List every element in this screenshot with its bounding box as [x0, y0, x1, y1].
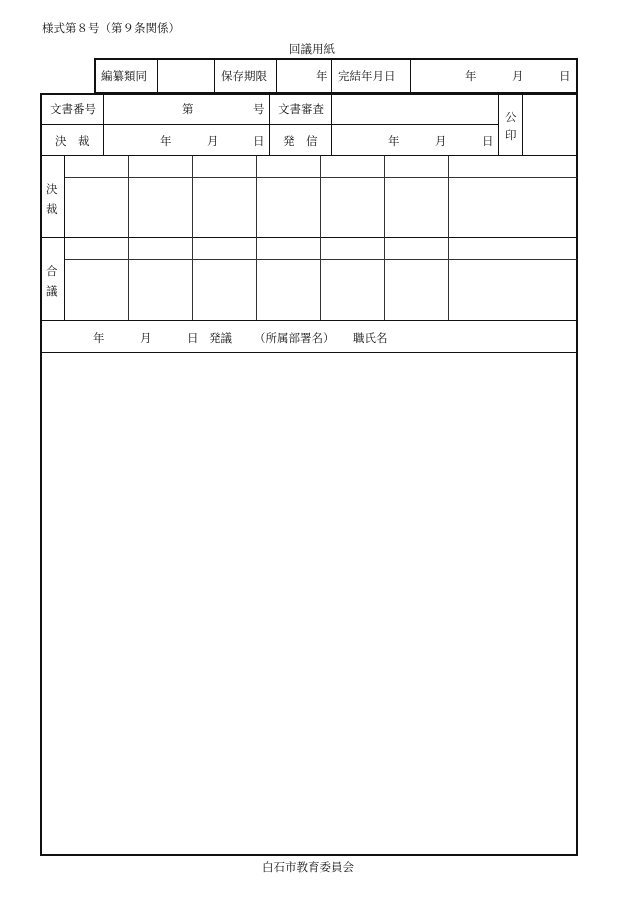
proposal-year-label: 年: [93, 331, 105, 345]
classification-field[interactable]: [159, 60, 213, 92]
completion-month-label: 月: [512, 69, 524, 83]
content-area[interactable]: [42, 354, 576, 854]
completion-day-label: 日: [559, 69, 571, 83]
footer-organization: 白石市教育委員会: [262, 860, 354, 874]
divider: [157, 59, 158, 93]
approval-day-label: 日: [253, 134, 265, 148]
approval-seal-cell[interactable]: [385, 178, 448, 236]
consultation-seal-cell[interactable]: [65, 260, 128, 319]
dispatch-label: 発 信: [283, 134, 318, 148]
proposal-field[interactable]: [42, 322, 576, 351]
approval-grid-char-2: 裁: [46, 202, 58, 216]
completion-date-field[interactable]: [412, 60, 576, 92]
consultation-seal-cell[interactable]: [193, 260, 256, 319]
review-field[interactable]: [333, 95, 497, 123]
seal-label-2: 印: [505, 128, 517, 142]
retention-label: 保存期限: [221, 69, 267, 83]
approval-seal-cell[interactable]: [449, 178, 576, 236]
consultation-grid-char-2: 議: [46, 284, 58, 298]
consultation-seal-cell[interactable]: [321, 260, 384, 319]
divider: [269, 94, 270, 156]
form-number: 様式第８号（第９条関係）: [42, 21, 180, 35]
divider: [331, 59, 332, 93]
consultation-grid-char-1: 合: [46, 264, 58, 278]
consultation-seal-cell[interactable]: [385, 260, 448, 319]
approval-year-label: 年: [160, 134, 172, 148]
divider: [41, 352, 577, 353]
approval-date-field[interactable]: [105, 126, 268, 154]
approval-label: 決 裁: [55, 134, 90, 148]
approval-seal-cell[interactable]: [257, 178, 320, 236]
classification-label: 編纂類同: [101, 69, 147, 83]
divider: [410, 59, 411, 93]
retention-field[interactable]: [278, 60, 330, 92]
approval-seal-cell[interactable]: [321, 178, 384, 236]
proposal-label: 発議: [209, 331, 232, 345]
approval-seal-cell[interactable]: [65, 178, 128, 236]
dispatch-year-label: 年: [388, 134, 400, 148]
document-number-prefix: 第: [182, 102, 194, 116]
divider: [103, 94, 104, 156]
completion-label: 完結年月日: [338, 69, 396, 83]
official-seal-field[interactable]: [524, 95, 576, 155]
dispatch-day-label: 日: [482, 134, 494, 148]
divider: [214, 59, 215, 93]
seal-label-1: 公: [505, 110, 517, 124]
dispatch-month-label: 月: [435, 134, 447, 148]
completion-year-label: 年: [465, 69, 477, 83]
approval-grid-char-1: 決: [46, 182, 58, 196]
name-label: 職氏名: [353, 331, 388, 345]
form-title: 回議用紙: [289, 42, 335, 56]
consultation-seal-cell[interactable]: [257, 260, 320, 319]
divider: [331, 94, 332, 156]
consultation-seal-cell[interactable]: [129, 260, 192, 319]
approval-seal-cell[interactable]: [129, 178, 192, 236]
divider: [498, 94, 499, 156]
divider: [41, 320, 577, 321]
divider: [276, 59, 277, 93]
review-label: 文書審査: [278, 102, 324, 116]
document-number-label: 文書番号: [50, 102, 96, 116]
divider: [41, 155, 577, 156]
proposal-day-label: 日: [187, 331, 199, 345]
consultation-seal-cell[interactable]: [449, 260, 576, 319]
document-number-suffix: 号: [253, 102, 265, 116]
approval-month-label: 月: [207, 134, 219, 148]
department-label: （所属部署名）: [254, 331, 335, 345]
divider: [41, 237, 577, 238]
dispatch-date-field[interactable]: [333, 126, 497, 154]
retention-year-label: 年: [316, 69, 328, 83]
document-number-field[interactable]: [105, 95, 268, 123]
approval-seal-cell[interactable]: [193, 178, 256, 236]
proposal-month-label: 月: [140, 331, 152, 345]
divider: [522, 94, 523, 156]
